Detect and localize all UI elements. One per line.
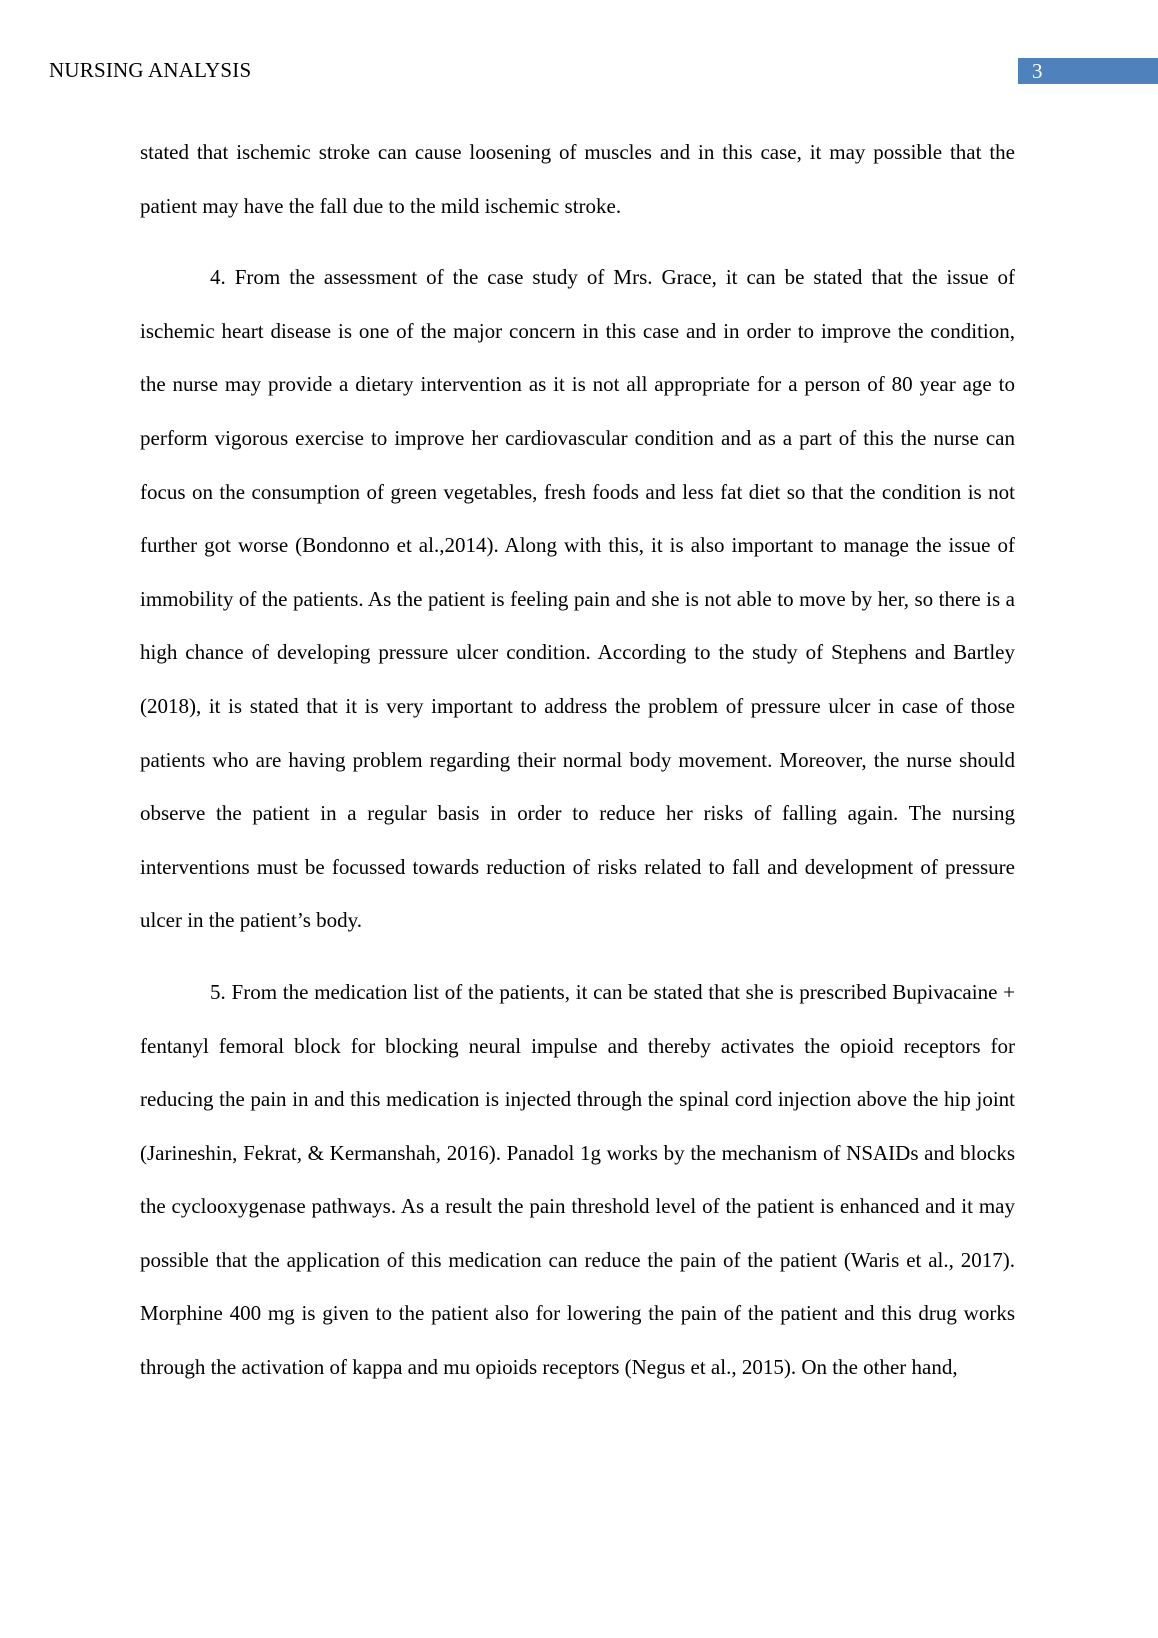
document-body [140, 126, 1015, 1395]
paragraph-item-4: 4. From the assessment of the case study of Mrs. Grace, it can be stated that the issue of ischemic heart disease is one of the major concern in this case and in order to improve the condition, the nurse may provide a dietary intervention as it is not all appropriate for a person of 80 year age to perform vigorous exercise to improve her cardiovascular condition and as a part of this the nurse can focus on the consumption of green vegetables, fresh foods and less fat diet so that the condition is not further got worse (Bondonno et al.,2014). Along with this, it is also important to manage the issue of immobility of the patients. As the patient is feeling pain and she is not able to move by her, so there is a high chance of developing pressure ulcer condition. According to the study of Stephens and Bartley (2018), it is stated that it is very important to address the problem of pressure ulcer in case of those patients who are having problem regarding their normal body movement. Moreover, the nurse should observe the patient in a regular basis in order to reduce her risks of falling again. The nursing interventions must be focussed towards reduction of risks related to fall and development of pressure ulcer in the patient’s body. [140, 265, 1015, 933]
paragraph-item-5: 5. From the medication list of the patients, it can be stated that she is prescribed Bupivacaine + fentanyl femoral block for blocking neural impulse and thereby activates the opioid receptors for reducing the pain in and this medication is injected through the spinal cord injection above the hip joint (Jarineshin, Fekrat, & Kermanshah, 2016). Panadol 1g works by the mechanism of NSAIDs and blocks the cyclooxygenase pathways. As a result the pain threshold level of the patient is enhanced and it may possible that the application of this medication can reduce the pain of the patient (Waris et al., 2017). Morphine 400 mg is given to the patient also for lowering the pain of the patient and this drug works through the activation of kappa and mu opioids receptors (Negus et al., 2015). On the other hand, [140, 979, 1015, 1380]
page-number: 3 [1032, 59, 1043, 83]
paragraph-continuation: stated that ischemic stroke can cause loosening of muscles and in this case, it may possible that the patient may have the fall due to the mild ischemic stroke. [140, 140, 1015, 218]
running-header-title: NURSING ANALYSIS [49, 58, 252, 82]
page-number-badge [1018, 58, 1158, 84]
